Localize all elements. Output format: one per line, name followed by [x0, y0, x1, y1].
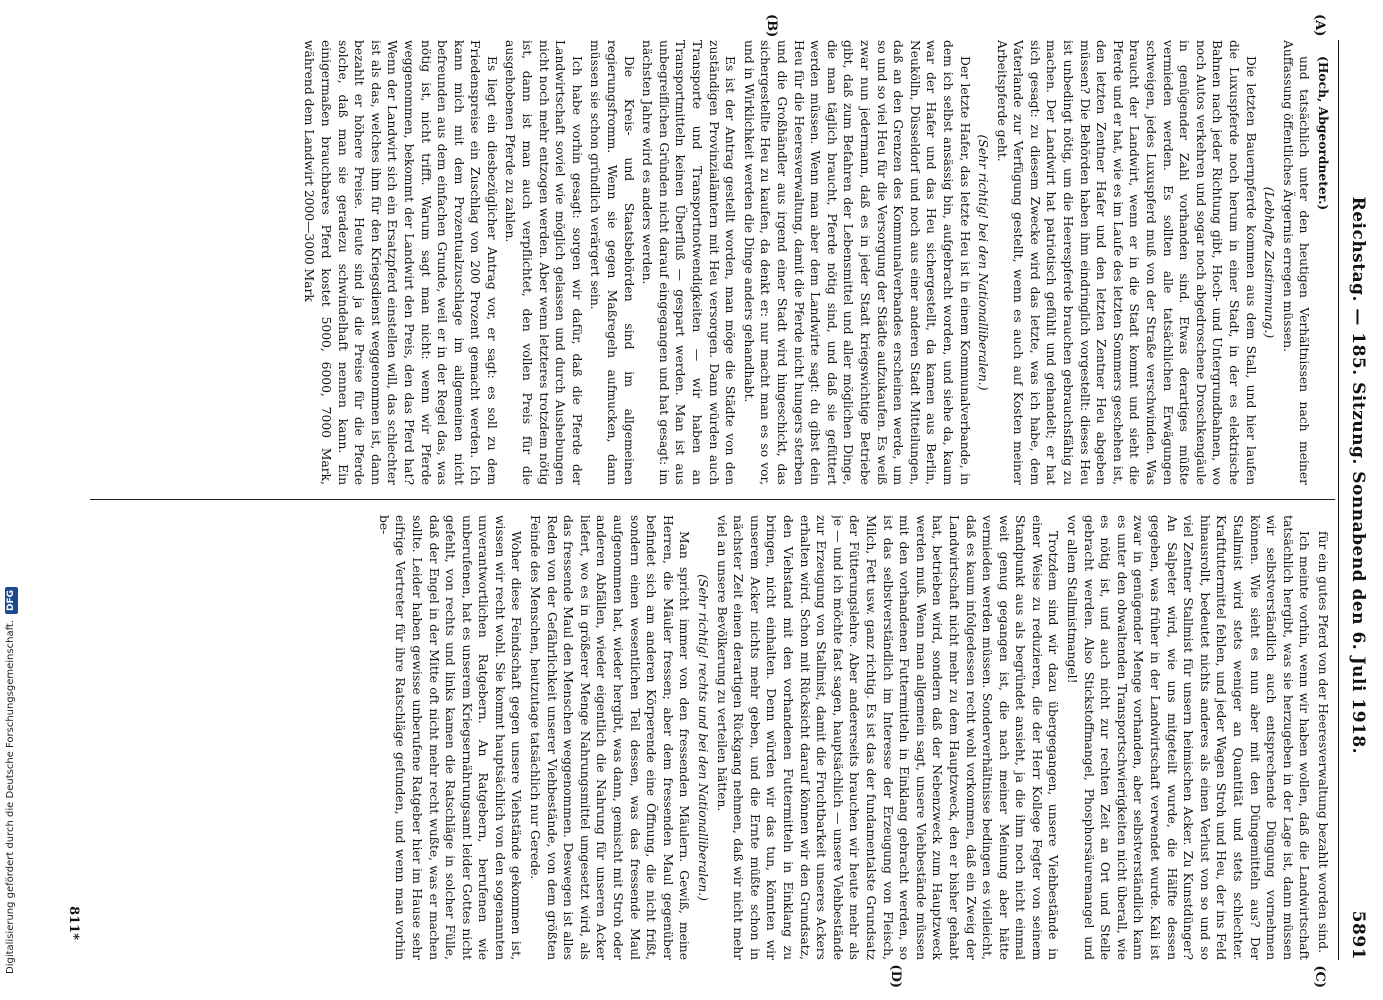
digitization-note: Digitalisierung gefördert durch die Deutsche Forschungsgemeinschaft. [5, 619, 16, 974]
paragraph: Ich meinte vorhin, wenn wir haben wollen, daß die Landwirtschaft tatsächlich hergibt, was sie herzugeben in der Lage ist, dann müssen wir selbstverständlich auch entsprechende Düngung vornehmen können. Wie sieht es nun aber mit den Düngemitteln aus? Der Stallmist wird stets weniger an Quantität und stets schlechter. Kraftfuttermittel fehlen, und jeder Wagen Stroh und Heu, der ins Feld hinausrollt, bedeutet nichts anderes als einen Verlust von so und so viel Zentner Stallmist für unsern heimischen Acker. Zu Kunstdünger? An Salpeter wird, wie uns mitgeteilt wurde, die Hälfte dessen gegeben, was früher in der Landwirtschaft verwendet wurde. Kali ist zwar in genügender Menge vorhanden, aber selbstverständlich kann es unter den obwaltenden Transportschwierigkeiten nicht überall, wie es nötig ist, und auch nicht zur rechten Zeit an Ort und Stelle gebracht werden. Also Stickstoffmangel, Phosphorsäuremangel und vor allem Stallmistmangel! [1065, 515, 1312, 960]
paragraph: Woher diese Feindschaft gegen unsere Viehstände gekommen ist, wissen wir recht wohl. Sie kommt hauptsächlich von den sogenannten unverantwortlichen Ratgebern. An Ratgebern, berufenen wie unberufenen, hat es unserem Kriegsernährungsamt leider Gottes nicht gefehlt, von rechts und links kamen die Ratschläge in solcher Fülle, daß der Engel in der Mitte oft nicht mehr recht wußte, was er machen sollte. Leider haben gewisse unberufene Ratgeber hier im Hause sehr eifrige Vertreter für ihre Ratschläge gefunden, und wenn man vorhin be- [376, 515, 524, 960]
paragraph: Man spricht immer von den fressenden Mäulern. Gewiß, meine Herren, die Mäuler fressen; aber dem fressenden Maul gegenüber befindet sich am anderen Körperende eine Öffnung, die nicht frißt, sondern einen wesentlichen Teil dessen, was das fressende Maul aufgenommen hat, wieder hergibt, was dann, gemischt mit Stroh oder anderen Abfällen, wieder eigentlich die Nahrung für unseren Acker liefert, wo es in größerer Menge Nahrungsmittel umgesetzt wird, als das fressende Maul den Menschen weggenommen. Deswegen ist alles Reden von der Gefährlichkeit unserer Viehbestände, von dem größten Feinde des Menschen, heutzutage tatsächlich nur Gerede. [528, 515, 692, 960]
margin-marker-d: (D) [888, 964, 903, 988]
margin-marker-b: (B) [764, 14, 779, 38]
document-page [50, 0, 1383, 1000]
right-text-column [90, 515, 1331, 960]
dfg-logo: DFG [5, 587, 18, 614]
paragraph: Die Kreis- und Staatsbehörden sind im allgemeinen regierungsfromm. Wenn sie gegen Maßregeln aufmucken, dann müssen sie schon gründlich verärgert sein. [588, 40, 636, 485]
left-text-column [90, 40, 1331, 485]
speaker-label: (Hoch, Abgeordneter.) [1316, 56, 1331, 211]
column-divider [90, 499, 1335, 500]
interjection: (Sehr richtig! bei den Nationalliberalen.) [976, 134, 991, 391]
margin-marker-c: (C) [1312, 965, 1327, 988]
interjection: (Sehr richtig! rechts und bei den Nationalliberalen.) [696, 574, 711, 901]
margin-marker-a: (A) [1312, 14, 1327, 37]
page-number: 5891 [1348, 910, 1368, 960]
paragraph: Der letzte Hafer, das letzte Heu ist in einem Kommunalverbande, in dem ich selbst ansässig bin, aufgebracht worden, und siehe da, kaum war der Hafer und das Heu sichergestellt, da kamen aus Berlin, Neukölln, Düsseldorf und noch aus einer anderen Stadt Mitteilungen, daß an den Grenzen des Kommunalverbandes erscheinen werde, um so und so viel Heu für die Versorgung der Städte aufzukaufen. Es weiß zwar nun jedermann, daß es in jeder Stadt kriegswichtige Betriebe gibt, daß zum Befahren der Lebensmittel und aller möglichen Dinge, die man täglich braucht, Pferde nötig sind, und daß sie gefüttert werden müssen. Wenn man aber dem Landwirte sagt: du gibst dein Heu für die Heeresverwaltung, damit die Pferde nicht hungers sterben und die Großhändler aus irgend einer Stadt wird hingeschickt, das sichergestellte Heu zu kaufen, da denkt er: nur macht man es so vor, und in Wirklichkeit werden die Dinge anders gehandhabt. [741, 40, 972, 485]
signature-mark: 811* [66, 906, 81, 940]
paragraph: und tatsächlich unter den heutigen Verhältnissen nach meiner Auffassung öffentliches Ärgernis erregen müssen. [1280, 40, 1312, 485]
paragraph: Ich habe vorhin gesagt: sorgen wir dafür, daß die Pferde der Landwirtschaft soviel wie möglich gelassen und durch Aushebungen nicht noch mehr entzogen werden. Aber wenn letzteres trotzdem nötig ist, dann ist man auch verpflichtet, den vollen Preis für die ausgehobenen Pferde zu zahlen. [503, 40, 584, 485]
paragraph: Es ist der Antrag gestellt worden, man möge die Städte von den zuständigen Provinzialämtern mit Heu versorgen. Dann würden auch Transporte und Transportnotwendigkeiten — wir haben an Transportmitteln keinen Überfluß — gespart werden. Man ist aus unbegreiflichen Gründen nicht darauf eingegangen und hat gesagt: im nächsten Jahre wird es anders werden. [640, 40, 738, 485]
header-rule [1338, 40, 1339, 960]
digitization-note-wrap [2, 34, 20, 974]
paragraph: Trotzdem sind wir dazu übergegangen, unsere Viehbestände in einer Weise zu reduzieren, die der Herr Kollege Fegter von seinem Standpunkt aus als begründet ansieht, ja die ihm noch nicht einmal weit genug gegangen ist, die nach meiner Meinung aber hätte vermieden werden müssen. Sonderverhältnisse bedingen es vielleicht, daß es kaum infolgedessen recht wohl vorkommen, daß ein Zweig der Landwirtschaft nicht mehr zu dem Hauptzweck, den er bisher gehabt hat, betrieben wird, sondern daß der Nebenzweck zum Hauptzweck werden muß. Wenn man allgemein sagt, unsere Viehbestände müssen mit den vorhandenen Futtermitteln in Einklang gebracht werden, so ist das selbstverständlich im Interesse der Erzeugung von Fleisch, Milch, Fett usw. ganz richtig. Es ist das der fundamentalste Grundsatz der Fütterungslehre. Aber andererseits brauchen wir heute mehr als je — und ich möchte fast sagen, hauptsächlich — unsere Viehbestände zur Erzeugung von Stallmist, damit die Fruchtbarkeit unseres Ackers erhalten wird. Schon mit Rücksicht darauf können wir den Grundsatz, den Viehstand mit den vorhandenen Futtermitteln in Einklang zu bringen, nicht einhalten. Denn würden wir das tun, könnten wir unserem Acker nichts mehr geben, und die Ernte müßte schon in nächster Zeit einen derartigen Rückgang nehmen, daß wir nicht mehr viel an unsere Bevölkerung zu verteilen hätten. [714, 515, 1061, 960]
paragraph: Es liegt ein diesbezüglicher Antrag vor, er sagt: es soll zu dem Friedenspreise ein Zuschlag von 200 Prozent gemacht werden. Ich kann mich mit dem Prozentualzuschlage im allgemeinen nicht befreunden aus dem einfachen Grunde, weil er in der Regel das, was nötig ist, nicht trifft. Warum sagt man nicht: wenn wir Pferde weggenommen, bekommt der Landwirt den Preis, den das Pferd hat? Wenn der Landwirt sich ein Ersatzpferd einstellen will, das schlechter ist als das, welches ihm für den Kriegsdienst weggenommen ist, dann bezahlt er höhere Preise. Heute sind ja die Preise für die Pferde solche, daß man sie geradezu schwindelhaft nennen kann. Ein einigermaßen brauchbares Pferd kostet 5000, 6000, 7000 Mark, während dem Landwirt 2000—3000 Mark [302, 40, 499, 485]
interjection: (Lebhafte Zustimmung.) [1262, 186, 1277, 339]
paragraph: Die letzten Bauernpferde kommen aus dem Stall, und hier laufen die Luxuspferde noch herum in einer Stadt, in der es elektrische Bahnen nach jeder Richtung gibt, Hoch- und Untergrundbahnen, wo noch Autos verkehren und sogar noch abgedroschene Droschkengäule in genügender Zahl vorhanden sind. Etwas derartiges müßte vermieden werden. Es sollten alle tatsächlichen Erwägungen schweigen, jedes Luxuspferd muß von der Straße verschwinden. Was braucht der Landwirt, wenn er in die Stadt kommt und sieht die Pferde und er hat, wie es im Laufe des letzten Sommers geschehen ist, den letzten Zentner Hafer und den letzten Zentner Heu abgeben müssen? Die Behörden haben ihm eindringlich vorgestellt: dieses Heu ist unbedingt nötig, um die Heerespferde brauchen gebrauchsfähig zu machen. Der Landwirt hat patriotisch gefühlt und gehandelt; er hat sich gesagt: zu diesem Zwecke wird das letzte, was ich habe, dem Vaterlande zur Verfügung gestellt, wenn es auch auf Kosten meiner Arbeitspferde geht. [994, 40, 1258, 485]
digitization-sidebar [0, 0, 22, 1000]
paragraph: für ein gutes Pferd von der Heeresverwaltung bezahlt worden sind. [1316, 531, 1330, 953]
page-header [1343, 40, 1373, 960]
page-title: Reichstag. — 185. Sitzung. Sonnabend den 6. Juli 1918. [1348, 196, 1368, 755]
